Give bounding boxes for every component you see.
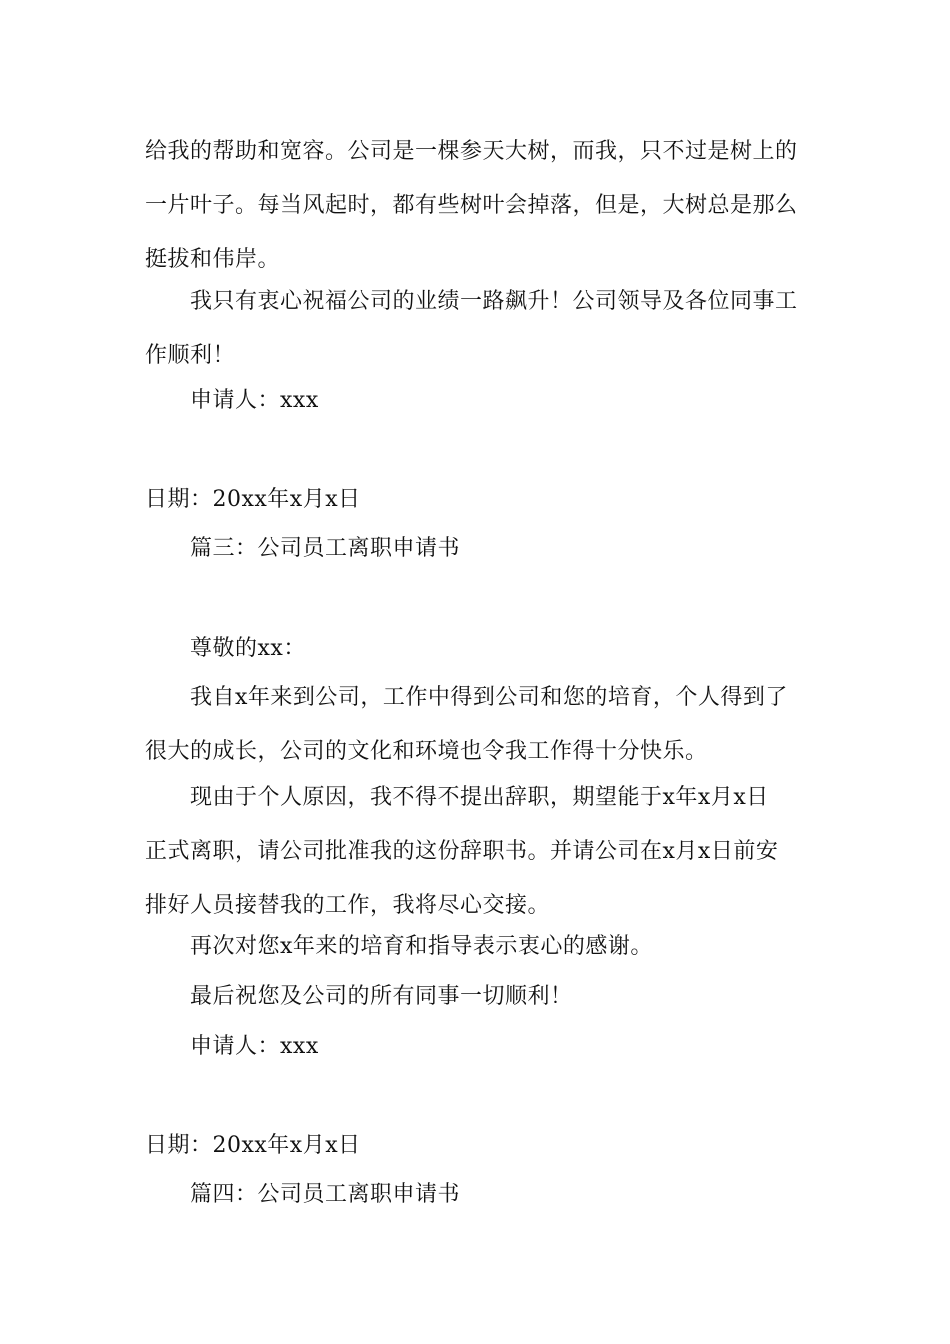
applicant-line: 申请人：xxx	[190, 1034, 319, 1059]
paragraph-blessing	[145, 275, 810, 383]
text-line: 作顺利！	[145, 343, 236, 368]
text-line: 正式离职，请公司批准我的这份辞职书。并请公司在x月x日前安	[145, 839, 779, 864]
text-line: 我自x年来到公司，工作中得到公司和您的培育，个人得到了	[190, 685, 788, 710]
text-line: 给我的帮助和宽容。公司是一棵参天大树，而我，只不过是树上的	[145, 139, 798, 164]
date-line: 日期：20xx年x月x日	[145, 487, 361, 512]
paragraph-gratitude	[145, 125, 810, 287]
text-line: 排好人员接替我的工作，我将尽心交接。	[145, 893, 551, 918]
text-line: 很大的成长，公司的文化和环境也令我工作得十分快乐。	[145, 739, 708, 764]
applicant-line: 申请人：xxx	[190, 388, 319, 413]
text-line: 一片叶子。每当风起时，都有些树叶会掉落，但是，大树总是那么	[145, 193, 798, 218]
text-line: 我只有衷心祝福公司的业绩一路飙升！公司领导及各位同事工	[190, 289, 798, 314]
text-line: 现由于个人原因，我不得不提出辞职，期望能于x年x月x日	[190, 785, 769, 810]
text-line: 挺拔和伟岸。	[145, 247, 281, 272]
section-title: 篇四：公司员工离职申请书	[190, 1182, 461, 1207]
date-line: 日期：20xx年x月x日	[145, 1133, 361, 1158]
paragraph-closing: 最后祝您及公司的所有同事一切顺利！	[190, 984, 573, 1009]
paragraph-thanks: 再次对您x年来的培育和指导表示衷心的感谢。	[190, 934, 653, 959]
section-title: 篇三：公司员工离职申请书	[190, 536, 461, 561]
paragraph-introduction	[145, 671, 810, 779]
salutation: 尊敬的xx：	[190, 636, 306, 661]
paragraph-resignation	[145, 771, 810, 933]
